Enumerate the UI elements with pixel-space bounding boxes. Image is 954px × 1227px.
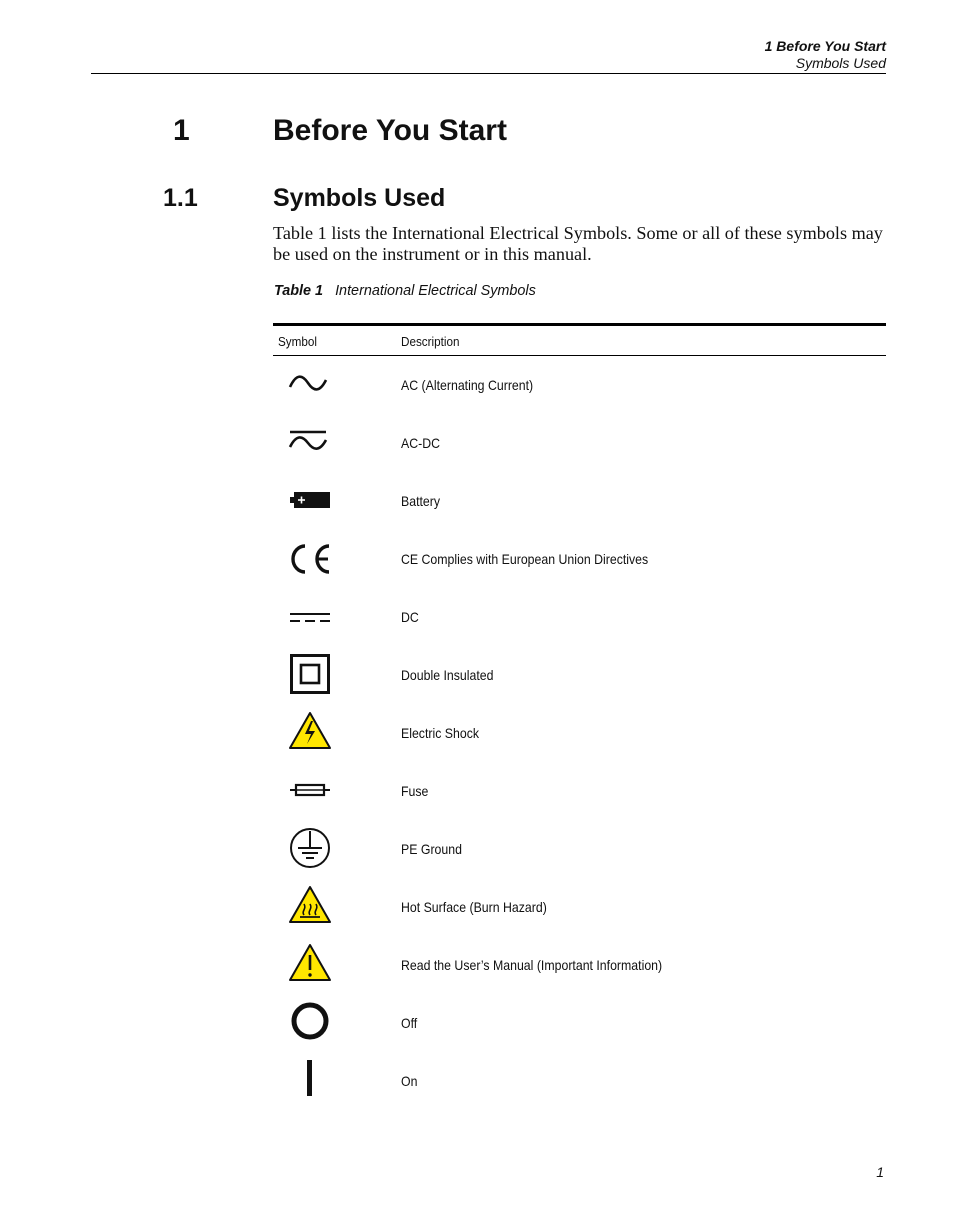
- off-icon: [286, 994, 334, 1052]
- table-top-rule: [273, 323, 886, 326]
- ce-mark-icon: [286, 530, 334, 588]
- table-row: [273, 762, 886, 820]
- table-row: [273, 704, 886, 762]
- table-row: [273, 356, 886, 414]
- table-row: [273, 936, 886, 994]
- table-row: [273, 530, 886, 588]
- page-number: 1: [876, 1164, 884, 1180]
- table-caption: [274, 283, 536, 299]
- pe-ground-icon: [286, 820, 334, 878]
- intro-paragraph: Table 1 lists the International Electrical Symbols. Some or all of these symbols may be used on the instrument or in this manual.: [273, 223, 883, 264]
- battery-icon: [286, 472, 334, 530]
- caution-icon: [286, 936, 334, 994]
- row-description: Fuse: [401, 783, 429, 799]
- running-header: [765, 38, 886, 72]
- table-caption-label: Table 1: [274, 283, 324, 299]
- ac-dc-icon: [286, 414, 334, 472]
- row-description: AC (Alternating Current): [401, 377, 534, 393]
- dc-icon: [286, 588, 334, 646]
- table-row: [273, 588, 886, 646]
- row-description: Off: [401, 1015, 418, 1031]
- chapter-title: Before You Start: [273, 114, 507, 147]
- table-row: [273, 878, 886, 936]
- running-header-chapter: 1 Before You Start: [764, 38, 886, 54]
- row-description: Battery: [401, 493, 441, 509]
- chapter-number: 1: [173, 114, 190, 147]
- column-header-description: Description: [401, 334, 460, 349]
- section-title: Symbols Used: [273, 184, 446, 212]
- table-row: [273, 414, 886, 472]
- table-row: [273, 820, 886, 878]
- table-row: [273, 472, 886, 530]
- row-description: PE Ground: [401, 841, 462, 857]
- ac-icon: [286, 356, 334, 414]
- row-description: Read the User’s Manual (Important Information): [401, 957, 663, 973]
- table-row: [273, 994, 886, 1052]
- row-description: AC-DC: [401, 435, 441, 451]
- header-rule: [91, 73, 886, 74]
- running-header-section: Symbols Used: [795, 55, 886, 71]
- table-row: [273, 646, 886, 704]
- row-description: On: [401, 1073, 418, 1089]
- on-icon: [286, 1052, 334, 1110]
- fuse-icon: [286, 762, 334, 820]
- double-insulated-icon: [286, 646, 334, 704]
- table-row: [273, 1052, 886, 1110]
- row-description: Electric Shock: [401, 725, 480, 741]
- row-description: DC: [401, 609, 419, 625]
- row-description: CE Complies with European Union Directives: [401, 551, 649, 567]
- section-number: 1.1: [163, 184, 198, 212]
- row-description: Double Insulated: [401, 667, 494, 683]
- column-header-symbol: Symbol: [278, 334, 318, 349]
- electric-shock-icon: [286, 704, 334, 762]
- table-caption-text: International Electrical Symbols: [335, 283, 536, 299]
- hot-surface-icon: [286, 878, 334, 936]
- row-description: Hot Surface (Burn Hazard): [401, 899, 547, 915]
